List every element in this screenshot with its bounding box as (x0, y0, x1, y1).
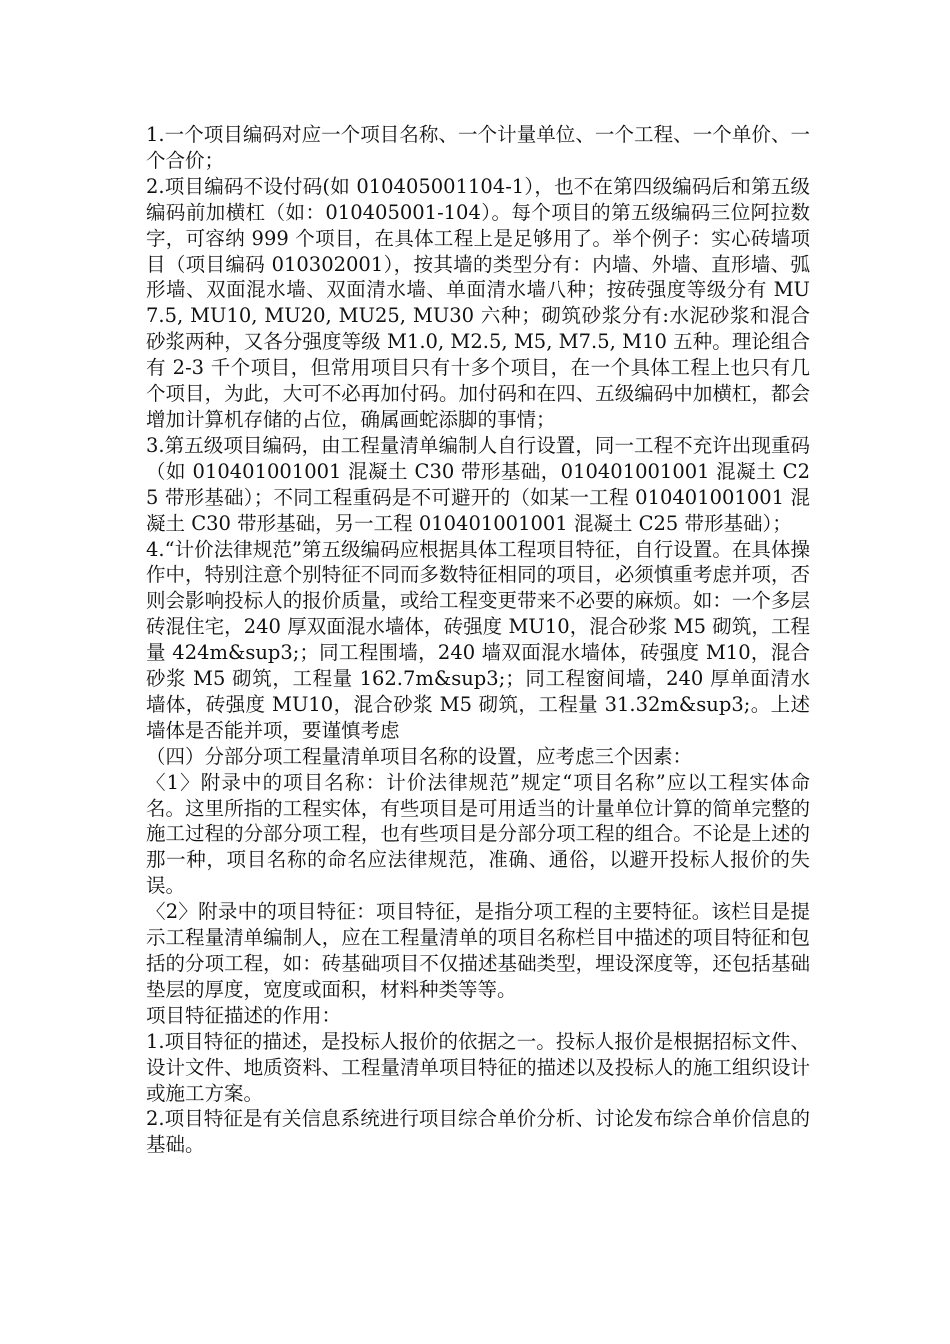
document-body (146, 122, 810, 1158)
paragraph-project-feature: 〈2〉附录中的项目特征：项目特征，是指分项工程的主要特征。该栏目是提示工程量清单编制人，应在工程量清单的项目名称栏目中描述的项目特征和包括的分项工程，如：砖基础项目不仅描述基础类型，埋设深度等，还包括基础垫层的厚度，宽度或面积，材料种类等等。 (146, 900, 810, 1001)
paragraph-role-1: 1.项目特征的描述，是投标人报价的依据之一。投标人报价是根据招标文件、设计文件、地质资料、工程量清单项目特征的描述以及投标人的施工组织设计或施工方案。 (146, 1029, 810, 1105)
paragraph-item-4: 4.“计价法律规范”第五级编码应根据具体工程项目特征，自行设置。在具体操作中，特别注意个别特征不同而多数特征相同的项目，必须慎重考虑并项，否则会影响投标人的报价质量，或给工程变更带来不必要的麻烦。如：一个多层砖混住宅，240 厚双面混水墙体，砖强度 MU10，混合砂浆 M5 砌筑，工程量 424m&sup3;；同工程围墙，240 墙双面混水墙体，砖强度 M10，混合砂浆 M5 砌筑，工程量 162.7m&sup3;；同工程窗间墙，240 厚单面清水墙体，砖强度 MU10，混合砂浆 M5 砌筑，工程量 31.32m&sup3;。上述墙体是否能并项，要谨慎考虑 (146, 537, 810, 742)
paragraph-role-2: 2.项目特征是有关信息系统进行项目综合单价分析、讨论发布综合单价信息的基础。 (146, 1107, 810, 1157)
paragraph-project-name: 〈1〉附录中的项目名称：计价法律规范”规定“项目名称”应以工程实体命名。这里所指的工程实体，有些项目是可用适当的计量单位计算的简单完整的施工过程的分部分项工程，也有些项目是分部分项工程的组合。不论是上述的那一种，项目名称的命名应法律规范，准确、通俗，以避开投标人报价的失误。 (146, 770, 810, 898)
paragraph-item-2: 2.项目编码不设付码(如 010405001104-1），也不在第四级编码后和第五级编码前加横杠（如：010405001-104）。每个项目的第五级编码三位阿拉数字，可容纳 999 个项目，在具体工程上是足够用了。举个例子：实心砖墙项目（项目编码 010302001），按其墙的类型分有：内墙、外墙、直形墙、弧形墙、双面混水墙、双面清水墙、单面清水墙八种；按砖强度等级分有 MU7.5, MU10, MU20, MU25, MU30 六种；砌筑砂浆分有:水泥砂浆和混合砂浆两种，又各分强度等级 M1.0, M2.5, M5, M7.5, M10 五种。理论组合有 2-3 千个项目，但常用项目只有十多个项目，在一个具体工程上也只有几个项目，为此，大可不必再加付码。加付码和在四、五级编码中加横杠，都会增加计算机存储的占位，确属画蛇添脚的事情； (146, 174, 810, 431)
paragraph-item-3: 3.第五级项目编码，由工程量清单编制人自行设置，同一工程不充许出现重码（如 010401001001 混凝土 C30 带形基础，010401001001 混凝土 C25 带形基础）；不同工程重码是不可避开的（如某一工程 010401001001 混凝土 C30 带形基础，另一工程 010401001001 混凝土 C25 带形基础）； (146, 433, 810, 535)
paragraph-item-1: 1.一个项目编码对应一个项目名称、一个计量单位、一个工程、一个单价、一个合价； (146, 123, 810, 172)
subheading-feature-role: 项目特征描述的作用： (146, 1003, 342, 1027)
section-heading-4: （四）分部分项工程量清单项目名称的设置，应考虑三个因素： (146, 744, 693, 768)
